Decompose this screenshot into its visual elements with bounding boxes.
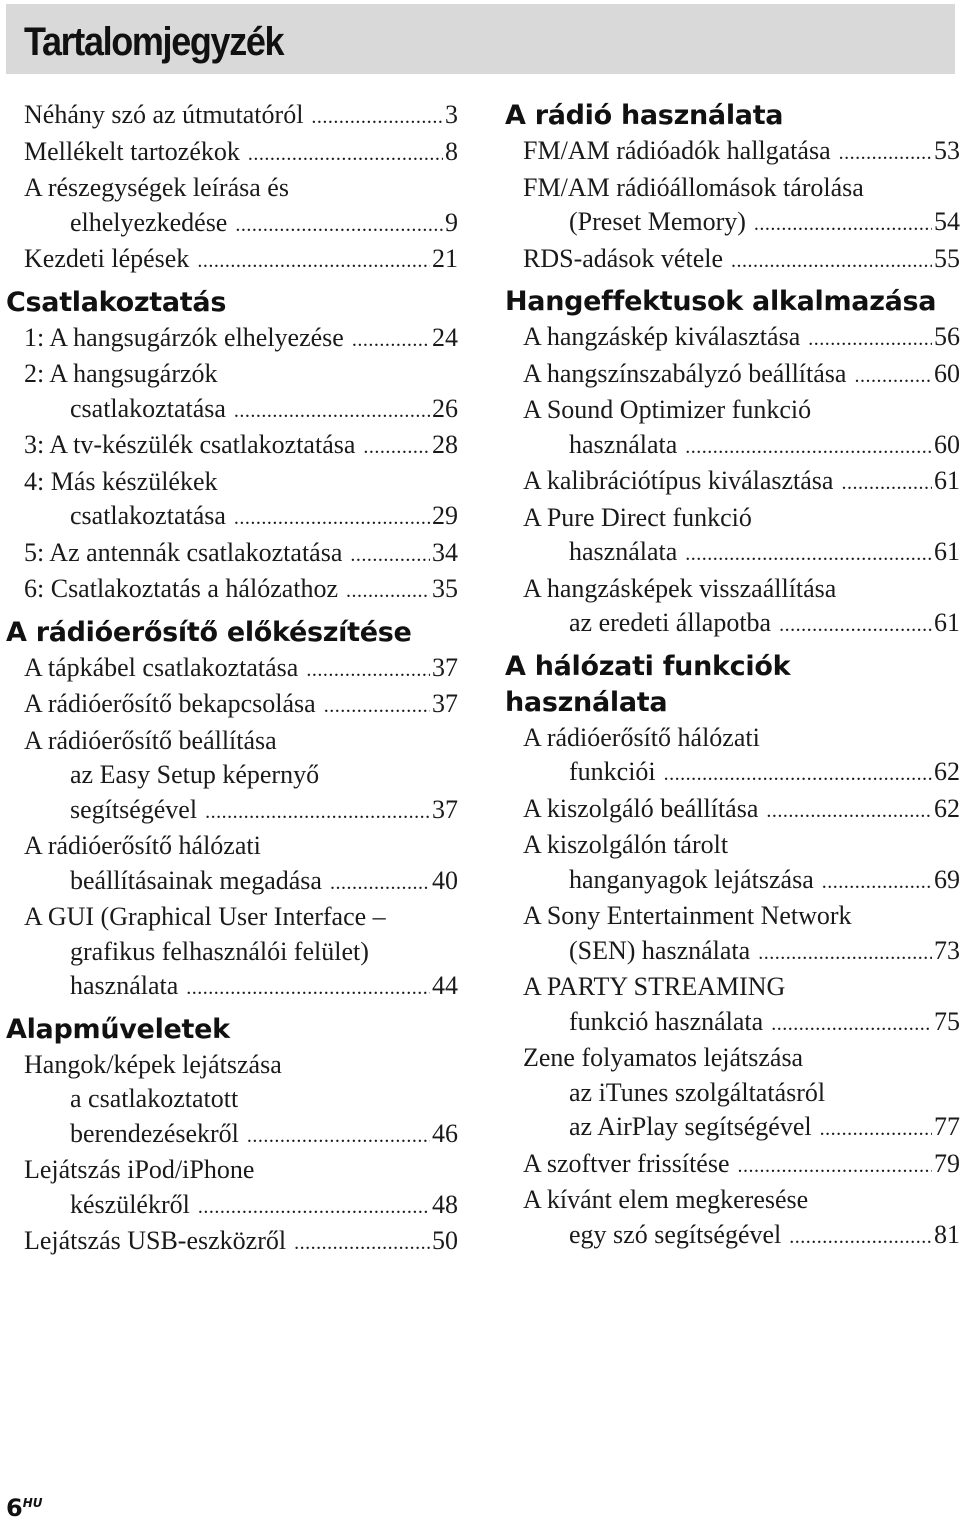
toc-entry-text: A GUI (Graphical User Interface – — [24, 902, 386, 931]
toc-entry[interactable] — [523, 464, 960, 501]
section-heading-line: használata — [505, 686, 668, 718]
toc-entry-text: A részegységek leírása és — [24, 173, 289, 202]
page-number-suffix: HU — [22, 1496, 43, 1510]
toc-entry-text: A hangzásképek visszaállítása — [523, 573, 837, 603]
dot-leader — [854, 359, 932, 394]
toc-entry[interactable] — [523, 1147, 960, 1184]
toc-entry[interactable] — [523, 899, 960, 970]
dot-leader — [346, 574, 430, 609]
toc-entry-text: (SEN) használata — [569, 935, 751, 965]
toc-entry[interactable] — [24, 428, 458, 465]
toc-entry-text: Néhány szó az útmutatóról — [24, 100, 304, 129]
toc-entry-page: 61 — [934, 537, 960, 566]
title-bar — [6, 4, 955, 74]
toc-entry-page: 40 — [432, 865, 458, 895]
toc-entry-text: 4: Más készülékek — [24, 466, 218, 496]
toc-entry-text: Lejátszás USB-eszközről — [24, 1226, 287, 1255]
toc-entry-text: Hangok/képek lejátszása — [24, 1049, 282, 1079]
toc-entry-page: 62 — [934, 757, 960, 786]
toc-entry-text: az iTunes szolgáltatásról — [569, 1077, 826, 1107]
dot-leader — [789, 1220, 932, 1255]
toc-entry-page: 75 — [934, 1006, 960, 1036]
toc-entry-page: 61 — [934, 466, 960, 495]
toc-entry-text: berendezésekről — [70, 1118, 239, 1148]
toc-entry[interactable] — [24, 171, 458, 242]
toc-entry-text: Kezdeti lépések — [24, 244, 190, 273]
toc-entry-text: A PARTY STREAMING — [523, 972, 786, 1001]
toc-entry-text: hanganyagok lejátszása — [569, 864, 814, 894]
toc-entry[interactable] — [523, 357, 960, 394]
toc-entry[interactable] — [24, 536, 458, 573]
section-heading[interactable]: Csatlakoztatás — [6, 286, 227, 318]
toc-entry-page: 37 — [432, 689, 458, 718]
toc-entry-page: 56 — [934, 322, 960, 351]
toc-entry[interactable] — [523, 1183, 960, 1254]
toc-entry-page: 79 — [934, 1148, 960, 1178]
toc-entry-text: segítségével — [70, 794, 198, 824]
toc-entry[interactable] — [523, 171, 960, 242]
toc-entry-page: 61 — [934, 608, 960, 637]
toc-entry-text: egy szó segítségével — [569, 1219, 782, 1249]
toc-entry-text: az eredeti állapotba — [569, 608, 772, 637]
toc-entry-text: A Sound Optimizer funkció — [523, 395, 812, 424]
toc-entry-page: 50 — [432, 1226, 458, 1255]
toc-entry-text: funkciói — [569, 757, 656, 786]
toc-entry[interactable] — [523, 393, 960, 464]
dot-leader — [294, 1226, 430, 1261]
page-title: Tartalomjegyzék — [24, 20, 284, 64]
toc-entry-text: A szoftver frissítése — [523, 1148, 730, 1178]
dot-leader — [311, 100, 443, 135]
dot-leader — [198, 1190, 430, 1225]
toc-right-column — [505, 98, 960, 1254]
dot-leader — [197, 244, 430, 279]
toc-entry-text: A kívánt elem megkeresése — [523, 1185, 809, 1214]
toc-entry-text: 2: A hangsugárzók — [24, 359, 218, 388]
page-number-value: 6 — [6, 1494, 23, 1522]
section-heading[interactable]: A rádió használata — [505, 100, 784, 131]
toc-entry-page: 73 — [934, 935, 960, 965]
toc-entry-text: használata — [569, 537, 678, 566]
dot-leader — [352, 323, 430, 358]
dot-leader — [839, 136, 932, 171]
toc-entry-text: használata — [569, 429, 678, 459]
toc-entry-page: 55 — [934, 243, 960, 273]
toc-entry-text: 6: Csatlakoztatás a hálózathoz — [24, 574, 339, 603]
section-heading[interactable] — [505, 649, 960, 721]
toc-entry[interactable] — [523, 320, 960, 357]
dot-leader — [685, 537, 932, 572]
toc-entry-page: 53 — [934, 136, 960, 165]
toc-entry[interactable] — [24, 1224, 458, 1261]
toc-entry-text: Mellékelt tartozékok — [24, 136, 240, 166]
toc-entry-text: (Preset Memory) — [569, 207, 746, 236]
toc-entry-page: 9 — [445, 207, 458, 237]
dot-leader — [330, 866, 430, 901]
toc-entry-text: A Pure Direct funkció — [523, 502, 752, 532]
toc-entry-page: 29 — [432, 501, 458, 530]
toc-entry-page: 24 — [432, 322, 458, 352]
toc-entry-text: Zene folyamatos lejátszása — [523, 1043, 804, 1072]
toc-entry[interactable] — [24, 829, 458, 900]
dot-leader — [822, 865, 932, 900]
page-number — [6, 1494, 43, 1522]
toc-entry-text: A hangszínszabályzó beállítása — [523, 358, 847, 388]
dot-leader — [247, 1119, 430, 1154]
toc-entry[interactable] — [24, 465, 458, 536]
toc-entry[interactable] — [523, 501, 960, 572]
toc-entry[interactable] — [24, 572, 458, 609]
toc-entry-page: 8 — [445, 136, 458, 166]
dot-leader — [731, 244, 932, 279]
dot-leader — [186, 971, 430, 1006]
toc-entry-text: RDS-adások vétele — [523, 243, 724, 273]
toc-entry[interactable] — [24, 321, 458, 358]
toc-entry[interactable] — [24, 242, 458, 279]
dot-leader — [841, 466, 932, 501]
toc-entry[interactable] — [24, 724, 458, 830]
dot-leader — [324, 689, 430, 724]
toc-left-column — [0, 98, 460, 1261]
dot-leader — [234, 394, 430, 429]
toc-entry-text: A kiszolgálón tárolt — [523, 830, 729, 859]
toc-entry-page: 48 — [432, 1189, 458, 1219]
toc-entry-text: A rádióerősítő hálózati — [523, 722, 760, 752]
dot-leader — [248, 137, 443, 172]
section-heading[interactable]: A rádióerősítő előkészítése — [6, 616, 412, 648]
dot-leader — [820, 1112, 932, 1147]
toc-entry-page: 60 — [934, 358, 960, 388]
toc-entry[interactable] — [523, 970, 960, 1041]
dot-leader — [766, 794, 932, 829]
toc-entry-page: 69 — [934, 864, 960, 894]
toc-entry-text: A kiszolgáló beállítása — [523, 793, 759, 823]
section-heading[interactable]: Hangeffektusok alkalmazása — [505, 286, 937, 317]
toc-entry-page: 46 — [432, 1118, 458, 1148]
toc-entry[interactable] — [523, 134, 960, 171]
toc-entry-page: 77 — [934, 1112, 960, 1141]
toc-entry-text: beállításainak megadása — [70, 865, 322, 895]
toc-entry[interactable] — [24, 1153, 458, 1224]
dot-leader — [350, 538, 430, 573]
dot-leader — [758, 936, 932, 971]
toc-entry[interactable] — [24, 900, 458, 1006]
toc-entry-text: A Sony Entertainment Network — [523, 901, 852, 930]
toc-entry-text: funkció használata — [569, 1006, 764, 1036]
toc-entry-text: FM/AM rádióadók hallgatása — [523, 136, 831, 165]
toc-entry-page: 37 — [432, 652, 458, 682]
dot-leader — [363, 430, 430, 465]
toc-entry[interactable] — [523, 1041, 960, 1147]
toc-entry-text: csatlakoztatása — [70, 501, 226, 530]
dot-leader — [234, 501, 430, 536]
dot-leader — [754, 207, 932, 242]
toc-entry-page: 37 — [432, 794, 458, 824]
dot-leader — [771, 1007, 932, 1042]
toc-entry[interactable] — [24, 651, 458, 688]
toc-entry[interactable] — [523, 828, 960, 899]
toc-entry-text: grafikus felhasználói felület) — [70, 936, 369, 966]
toc-entry[interactable] — [24, 135, 458, 172]
toc-entry-text: A rádióerősítő hálózati — [24, 831, 261, 860]
toc-entry-text: használata — [70, 971, 179, 1000]
toc-entry-page: 54 — [934, 207, 960, 236]
dot-leader — [738, 1149, 932, 1184]
toc-entry[interactable] — [523, 572, 960, 643]
toc-entry-text: a csatlakoztatott — [70, 1084, 239, 1113]
toc-entry[interactable] — [523, 721, 960, 792]
toc-entry-text: A rádióerősítő beállítása — [24, 725, 277, 755]
toc-entry[interactable] — [24, 687, 458, 724]
toc-entry[interactable] — [24, 98, 458, 135]
toc-entry-page: 26 — [432, 393, 458, 423]
dot-leader — [306, 653, 430, 688]
toc-entry-page: 62 — [934, 793, 960, 823]
toc-entry-text: 3: A tv-készülék csatlakoztatása — [24, 430, 356, 459]
toc-entry-page: 28 — [432, 430, 458, 459]
toc-entry-text: A hangzáskép kiválasztása — [523, 322, 801, 351]
toc-entry-text: 5: Az antennák csatlakoztatása — [24, 537, 343, 567]
toc-entry-page: 21 — [432, 244, 458, 273]
toc-entry-text: A tápkábel csatlakoztatása — [24, 652, 299, 682]
dot-leader — [235, 208, 443, 243]
toc-entry-page: 35 — [432, 574, 458, 603]
toc-entry-text: FM/AM rádióállomások tárolása — [523, 172, 864, 202]
toc-entry-text: A rádióerősítő bekapcsolása — [24, 689, 316, 718]
toc-entry-text: készülékről — [70, 1189, 190, 1219]
toc-entry-text: az AirPlay segítségével — [569, 1112, 812, 1141]
toc-entry-text: elhelyezkedése — [70, 207, 228, 237]
toc-entry-text: Lejátszás iPod/iPhone — [24, 1155, 255, 1184]
section-heading-line: A hálózati funkciók — [505, 650, 791, 682]
toc-entry-text: csatlakoztatása — [70, 393, 226, 423]
toc-entry-page: 34 — [432, 537, 458, 567]
toc-entry-text: A kalibrációtípus kiválasztása — [523, 466, 834, 495]
toc-entry[interactable] — [24, 357, 458, 428]
toc-entry-page: 60 — [934, 429, 960, 459]
toc-entry-page: 81 — [934, 1219, 960, 1249]
toc-entry-page: 44 — [432, 971, 458, 1000]
dot-leader — [664, 757, 932, 792]
dot-leader — [779, 608, 932, 643]
dot-leader — [808, 322, 932, 357]
dot-leader — [685, 430, 932, 465]
section-heading[interactable]: Alapműveletek — [6, 1013, 230, 1045]
toc-entry[interactable] — [24, 1048, 458, 1154]
toc-entry[interactable] — [523, 242, 960, 279]
toc-entry-text: 1: A hangsugárzók elhelyezése — [24, 322, 344, 352]
dot-leader — [205, 795, 430, 830]
toc-entry-text: az Easy Setup képernyő — [70, 760, 320, 789]
toc-entry[interactable] — [523, 792, 960, 829]
toc-entry-page: 3 — [445, 100, 458, 129]
